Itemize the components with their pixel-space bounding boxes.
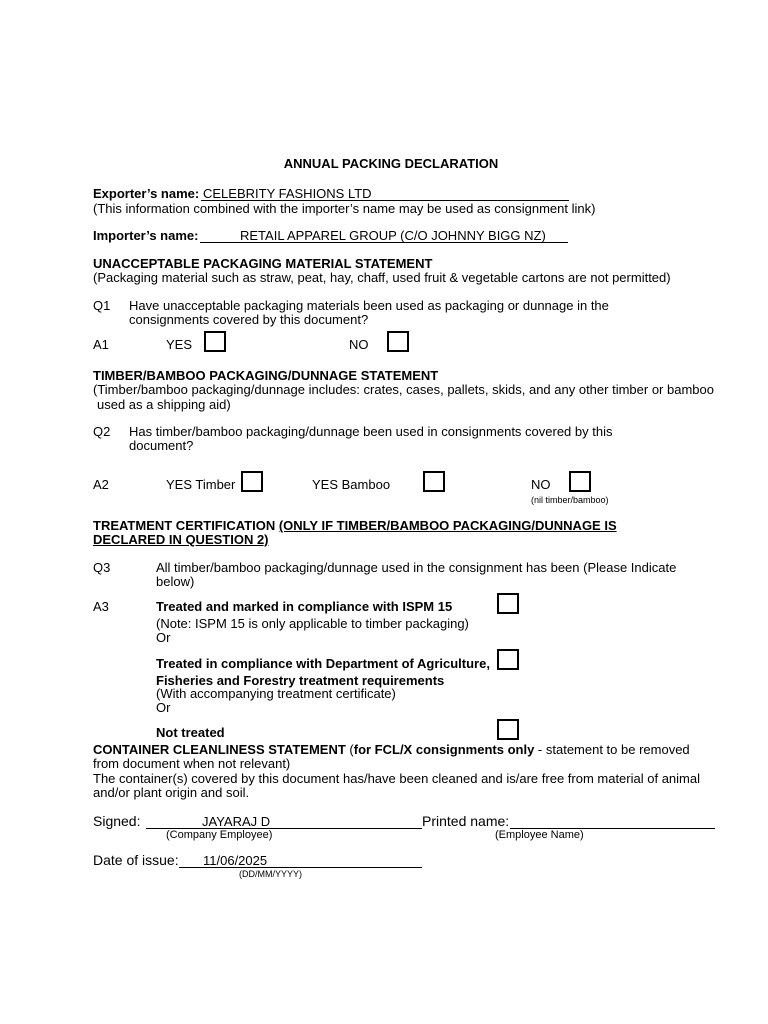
date-sub: (DD/MM/YYYY) [239, 869, 302, 879]
a3-id: A3 [93, 599, 109, 614]
q2-text-line1: Has timber/bamboo packaging/dunnage been used in consignments covered by this [129, 424, 613, 439]
a1-yes-label: YES [166, 337, 193, 352]
container-heading-remark: - statement to be removed [534, 742, 690, 757]
signed-sub: (Company Employee) [166, 829, 273, 841]
a3-option2-title-line2: Fisheries and Forestry treatment requirements [156, 673, 445, 688]
q3-id: Q3 [93, 560, 111, 575]
importer-value[interactable]: RETAIL APPAREL GROUP (C/O JOHNNY BIGG NZ) [240, 228, 546, 243]
q2-id: Q2 [93, 424, 111, 439]
a3-option3-title: Not treated [156, 725, 225, 740]
date-label: Date of issue: [93, 852, 179, 868]
treatment-heading [93, 518, 617, 533]
q1-text-line1: Have unacceptable packaging materials been used as packaging or dunnage in the [129, 298, 609, 313]
a1-id: A1 [93, 337, 109, 352]
timber-heading: TIMBER/BAMBOO PACKAGING/DUNNAGE STATEMENT [93, 368, 439, 383]
treatment-heading-main: TREATMENT CERTIFICATION [93, 518, 279, 533]
a3-option3-checkbox[interactable] [497, 719, 519, 740]
a2-yes-timber-label: YES Timber [166, 477, 236, 492]
q3-text-line2: below) [156, 574, 195, 589]
printed-name-sub: (Employee Name) [495, 829, 584, 841]
q2-text-line2: document? [129, 438, 194, 453]
container-heading-title: CONTAINER CLEANLINESS STATEMENT [93, 742, 346, 757]
container-line3: The container(s) covered by this document has/have been cleaned and is/are free from material of animal [93, 771, 700, 786]
date-value[interactable]: 11/06/2025 [203, 853, 268, 868]
printed-name-label: Printed name: [422, 813, 510, 829]
container-heading-paren: ( [345, 742, 354, 757]
q1-text-line2: consignments covered by this document? [129, 312, 369, 327]
exporter-value[interactable]: CELEBRITY FASHIONS LTD [203, 186, 372, 201]
a1-yes-checkbox[interactable] [204, 331, 226, 352]
a2-no-checkbox[interactable] [569, 471, 591, 492]
a2-yes-bamboo-label: YES Bamboo [312, 477, 391, 492]
timber-note-line2: used as a shipping aid) [97, 397, 231, 412]
treatment-heading-condition-line2: DECLARED IN QUESTION 2) [93, 532, 269, 547]
a3-option1-note: (Note: ISPM 15 is only applicable to timber packaging) [156, 616, 469, 631]
exporter-note: (This information combined with the importer’s name may be used as consignment link) [93, 201, 596, 216]
page-title: ANNUAL PACKING DECLARATION [283, 156, 499, 171]
a2-no-note: (nil timber/bamboo) [531, 495, 609, 505]
container-line4: and/or plant origin and soil. [93, 785, 250, 800]
a3-option2-title-line1: Treated in compliance with Department of Agriculture, [156, 656, 490, 671]
a2-yes-timber-checkbox[interactable] [241, 471, 263, 492]
exporter-label: Exporter’s name: [93, 186, 200, 201]
q3-text-line1: All timber/bamboo packaging/dunnage used in the consignment has been (Please Indicate [156, 560, 677, 575]
unacceptable-heading: UNACCEPTABLE PACKAGING MATERIAL STATEMENT [93, 256, 433, 271]
q1-id: Q1 [93, 298, 111, 313]
a1-no-label: NO [349, 337, 369, 352]
signed-label: Signed: [93, 813, 141, 829]
treatment-heading-condition: (ONLY IF TIMBER/BAMBOO PACKAGING/DUNNAGE IS [278, 518, 617, 533]
a3-or-2: Or [156, 700, 171, 715]
a3-option1-title: Treated and marked in compliance with ISPM 15 [156, 599, 453, 614]
container-heading [93, 742, 690, 757]
importer-label: Importer’s name: [93, 228, 199, 243]
a3-option1-checkbox[interactable] [497, 593, 519, 614]
signed-value[interactable]: JAYARAJ D [202, 814, 271, 829]
a1-no-checkbox[interactable] [387, 331, 409, 352]
a3-option2-checkbox[interactable] [497, 649, 519, 670]
importer-underline [200, 242, 568, 243]
unacceptable-note: (Packaging material such as straw, peat, hay, chaff, used fruit & vegetable cartons are not permitted) [93, 270, 671, 285]
container-line2: from document when not relevant) [93, 756, 291, 771]
a3-or-1: Or [156, 630, 171, 645]
timber-note-line1: (Timber/bamboo packaging/dunnage includes: crates, cases, pallets, skids, and any other timber or bamboo [93, 382, 714, 397]
a2-id: A2 [93, 477, 109, 492]
a2-yes-bamboo-checkbox[interactable] [423, 471, 445, 492]
a3-option2-note: (With accompanying treatment certificate) [156, 686, 396, 701]
a2-no-label: NO [531, 477, 551, 492]
container-heading-scope: for FCL/X consignments only [353, 742, 535, 757]
